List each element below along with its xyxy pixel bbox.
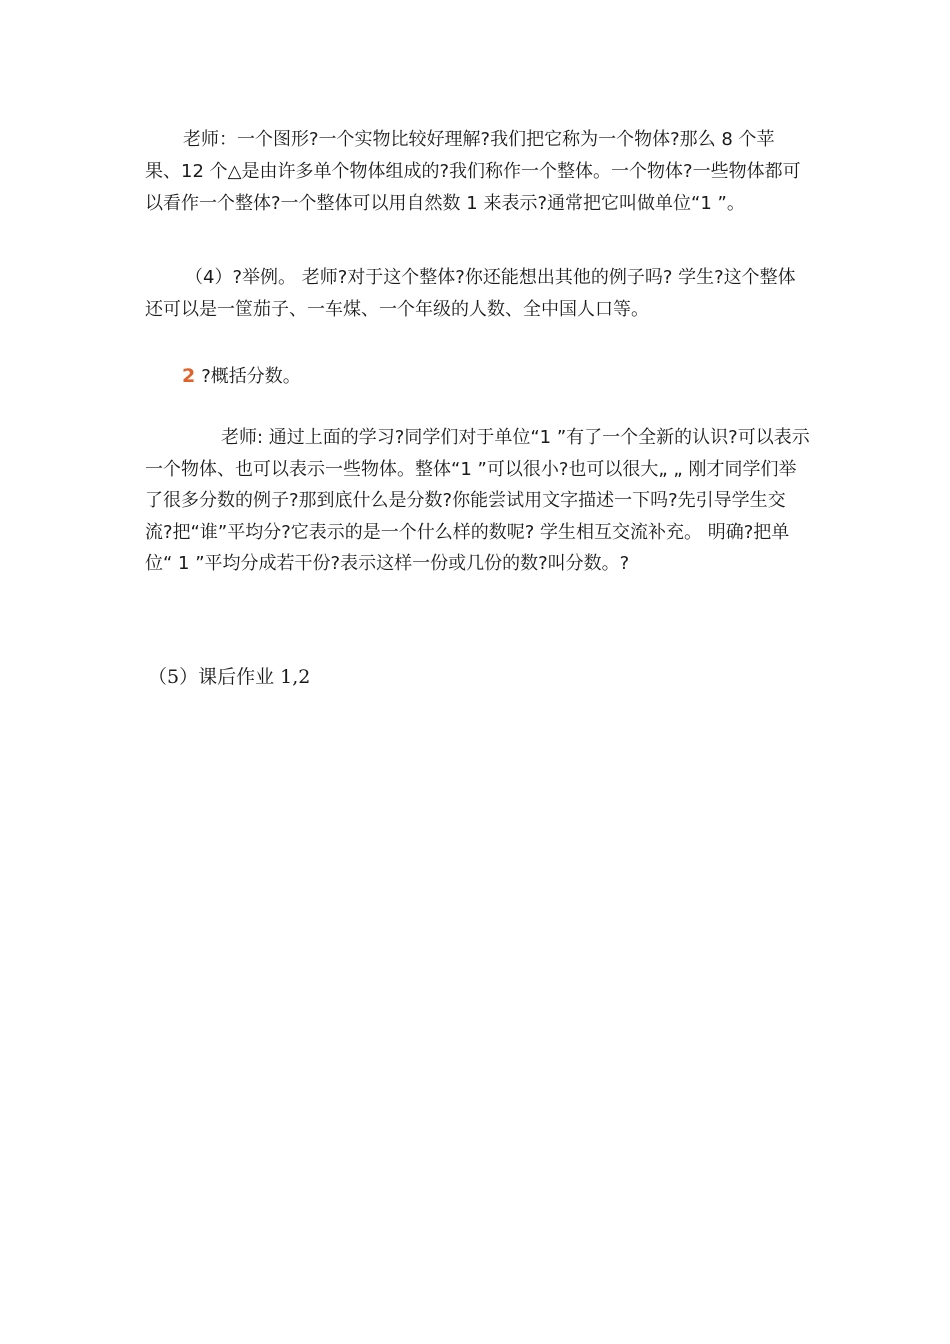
section-heading-number: 2 — [182, 365, 196, 387]
section-heading — [182, 362, 301, 391]
paragraph-teacher-intro: 老师：一个图形?一个实物比较好理解?我们把它称为一个物体?那么 8 个苹果、12 个△是由许多单个物体组成的?我们称作一个整体。一个物体?一些物体都可以看作一个整体?一个整体可以用自然数 1 来表示?通常把它叫做单位“1 ”。 — [145, 129, 801, 214]
section-heading-text: ?概括分数。 — [201, 366, 301, 387]
paragraph-homework: （5）课后作业 1,2 — [148, 666, 311, 688]
paragraph-examples: （4）?举例。 老师?对于这个整体?你还能想出其他的例子吗? 学生?这个整体还可以是一筐茄子、一车煤、一个年级的人数、全中国人口等。 — [145, 267, 796, 320]
paragraph-summary: 老师: 通过上面的学习?同学们对于单位“1 ”有了一个全新的认识?可以表示一个物体、也可以表示一些物体。整体“1 ”可以很小?也可以很大„ „ 刚才同学们举了很多分数的例子?那到底什么是分数?你能尝试用文字描述一下吗?先引导学生交流?把“谁”平均分?它表示的是一个什么样的数呢? 学生相互交流补充。 明确?把单位“ 1 ”平均分成若干份?表示这样一份或几份的数?叫分数。? — [145, 427, 810, 574]
